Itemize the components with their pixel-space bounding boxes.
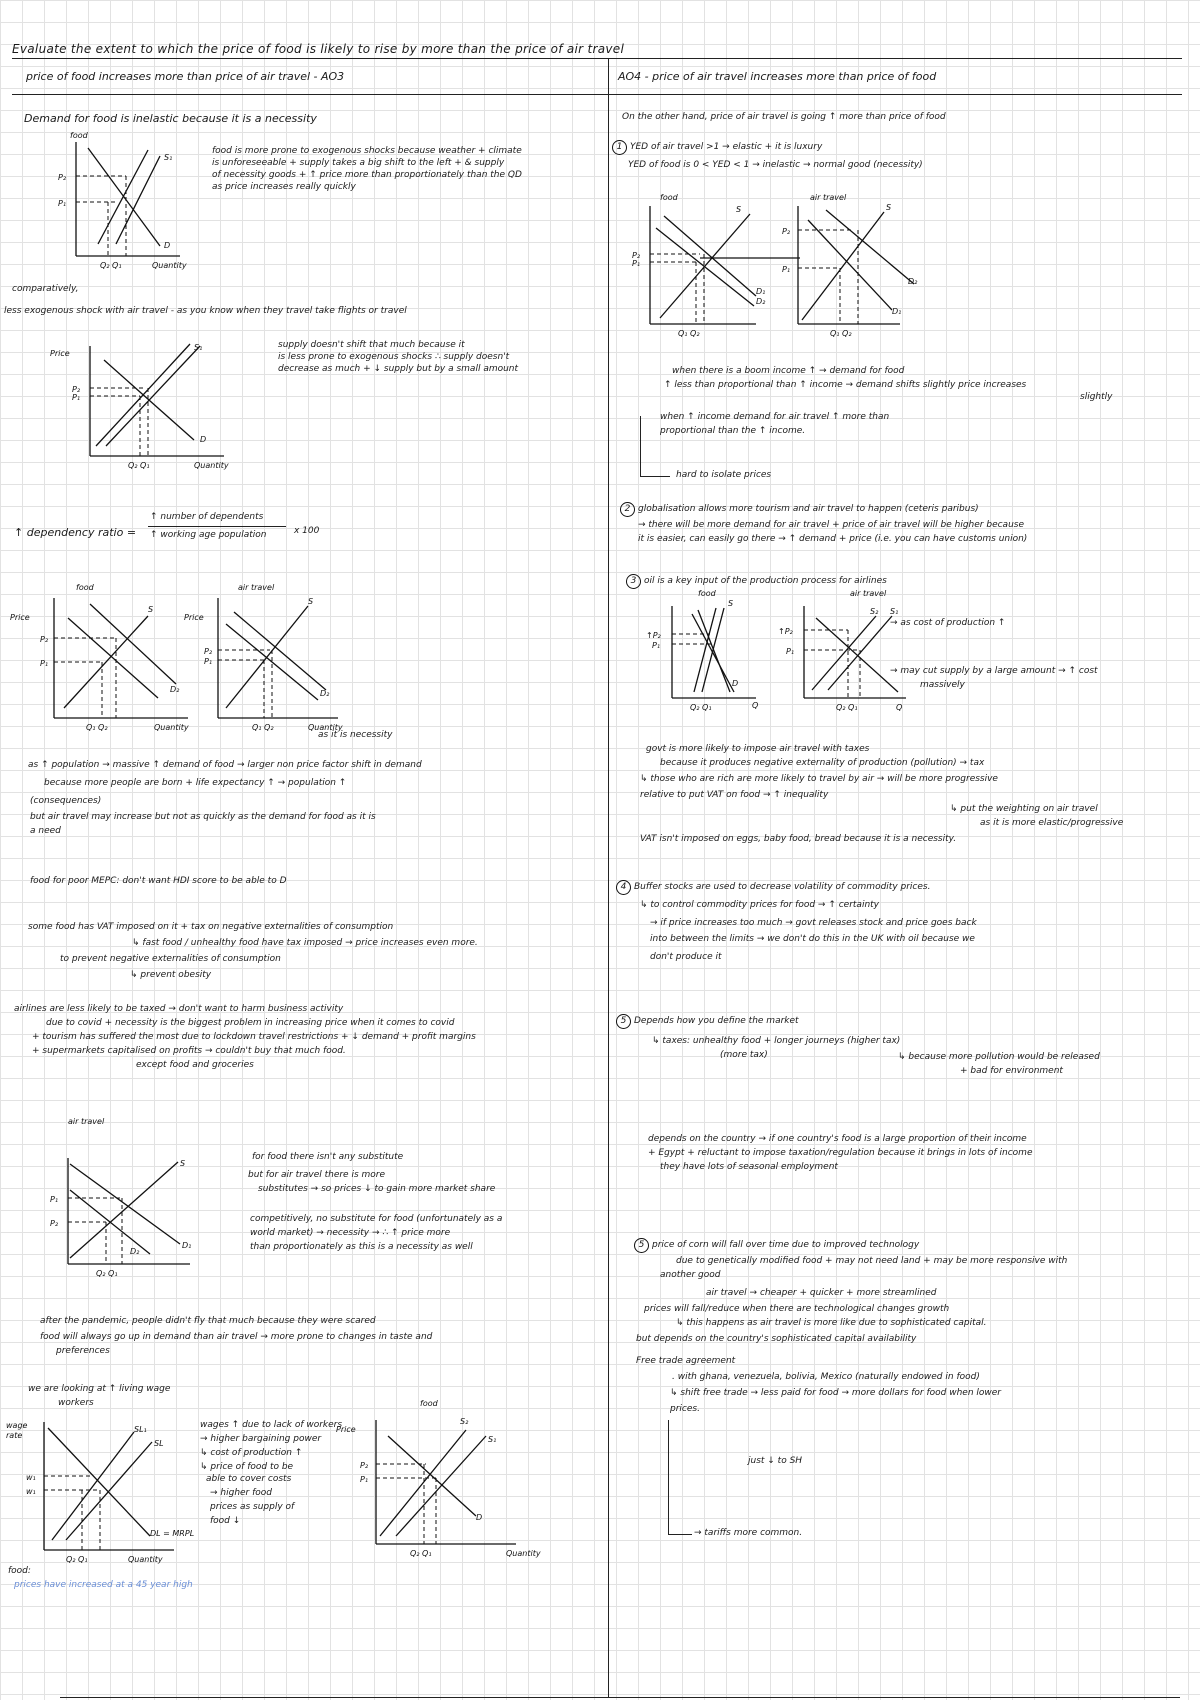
population-line-2: (consequences)	[30, 796, 102, 806]
question-title: Evaluate the extent to which the price of food is likely to rise by more than the price of air travel	[12, 42, 625, 56]
airline-line-4: except food and groceries	[136, 1060, 254, 1070]
buffer-line-1: → if price increases too much → govt releases stock and price goes back	[650, 918, 977, 928]
oil-supply-graph	[636, 588, 916, 728]
as-it-necessity-note: as it is necessity	[318, 730, 393, 740]
fta-title: Free trade agreement	[636, 1356, 736, 1366]
g1-note-3: as price increases really quickly	[212, 182, 356, 192]
svg-text:Quantity: Quantity	[128, 1555, 163, 1564]
point-3-marker: 3	[626, 574, 641, 589]
p5-line-1: ↳ taxes: unhealthy food + longer journeys (higher tax)	[652, 1036, 901, 1046]
g5-note-6: prices as supply of	[210, 1502, 295, 1512]
svg-text:Q₂ Q₁: Q₂ Q₁	[96, 1269, 118, 1278]
svg-text:S₁: S₁	[488, 1435, 497, 1444]
boom-line-2: slightly	[1080, 392, 1113, 402]
svg-text:Q₁ Q₂: Q₁ Q₂	[86, 723, 108, 732]
oil-text: oil is a key input of the production process for airlines	[644, 576, 887, 586]
svg-text:P₂: P₂	[50, 1219, 59, 1228]
g4-label-text: air travel	[68, 1117, 105, 1126]
airline-line-0: airlines are less likely to be taxed → don't want to harm business activity	[14, 1004, 344, 1014]
svg-text:Q₁ Q₂: Q₁ Q₂	[252, 723, 274, 732]
boom-line-0: when there is a boom income ↑ → demand for food	[672, 366, 905, 376]
left-heading: price of food increases more than price of air travel - AO3	[26, 70, 345, 83]
tech-line-5: ↳ this happens as air travel is more like due to sophisticated capital.	[676, 1318, 987, 1328]
demand-shift-pair-graph	[8, 580, 348, 740]
gb-food-text: food	[698, 589, 716, 598]
population-line-3: but air travel may increase but not as quickly as the demand for food as it is	[30, 812, 376, 822]
buffer-line-3: don't produce it	[650, 952, 722, 962]
min-wage-sub: workers	[58, 1398, 94, 1408]
svg-text:S₁: S₁	[194, 343, 203, 352]
svg-text:P₂: P₂	[72, 385, 81, 394]
svg-text:Q₂ Q₁: Q₂ Q₁	[836, 703, 858, 712]
population-line-1: because more people are born + life expectancy ↑ → population ↑	[44, 778, 347, 788]
other-hand-line: On the other hand, price of air travel is going ↑ more than price of food	[622, 112, 946, 122]
svg-text:S: S	[148, 605, 154, 614]
tech-line-1: due to genetically modified food + may not need land + may be more responsive with	[676, 1256, 1068, 1266]
svg-text:P₁: P₁	[632, 259, 641, 268]
g4-note-4: world market) → necessity → ∴ ↑ price more	[250, 1228, 451, 1238]
glob-0-text: globalisation allows more tourism and air travel to happen (ceteris paribus)	[638, 504, 979, 514]
boom-line-1: ↑ less than proportional than ↑ income → demand shifts slightly price increases	[664, 380, 1027, 390]
air-travel-demand-graph	[40, 1114, 210, 1278]
svg-text:wage: wage	[6, 1421, 28, 1430]
svg-text:SL₁: SL₁	[134, 1425, 147, 1434]
p5-line-3: + bad for environment	[960, 1066, 1063, 1076]
svg-text:D: D	[732, 679, 739, 688]
g1-label-text: food	[70, 131, 88, 140]
svg-text:D₂: D₂	[170, 685, 180, 694]
svg-text:P₁: P₁	[782, 265, 791, 274]
svg-text:D₂: D₂	[320, 689, 330, 698]
g4-note-5: than proportionately as this is a necessity as well	[250, 1242, 473, 1252]
svg-text:P₁: P₁	[72, 393, 81, 402]
glob-line-0	[620, 502, 979, 517]
g5-note-7: food ↓	[210, 1516, 241, 1526]
svg-text:D₂: D₂	[130, 1247, 140, 1256]
tech-line-3: air travel → cheaper + quicker + more streamlined	[706, 1288, 937, 1298]
p5-line-2: ↳ because more pollution would be released	[898, 1052, 1100, 1062]
oil-line	[626, 574, 887, 589]
pandemic-line-2: preferences	[56, 1346, 110, 1356]
point-1-marker: 1	[612, 140, 627, 155]
govt-line-1: because it produces negative externality of production (pollution) → tax	[660, 758, 985, 768]
gb-note-1: → may cut supply by a large amount → ↑ cost	[890, 666, 1098, 676]
just-shift-note: just ↓ to SH	[748, 1456, 803, 1466]
dependency-numerator: ↑ number of dependents	[150, 512, 264, 522]
svg-text:w₁: w₁	[26, 1473, 36, 1482]
yed-1-text: YED of air travel >1 → elastic + it is luxury	[630, 142, 823, 152]
svg-text:Quantity: Quantity	[152, 261, 187, 270]
food-supply-graph	[336, 1396, 556, 1556]
point-2-marker: 2	[620, 502, 635, 517]
airline-line-3: + supermarkets capitalised on profits → couldn't buy that much food.	[32, 1046, 346, 1056]
boom-line-3: when ↑ income demand for air travel ↑ more than	[660, 412, 890, 422]
dependency-multiplier: x 100	[294, 526, 320, 536]
svg-text:S: S	[308, 597, 314, 606]
govt-line-2: ↳ those who are rich are more likely to travel by air → will be more progressive	[640, 774, 998, 784]
population-line-0: as ↑ population → massive ↑ demand of food → larger non price factor shift in demand	[28, 760, 422, 770]
svg-text:P₂: P₂	[204, 647, 213, 656]
svg-text:Quantity: Quantity	[194, 461, 229, 470]
g5-note-3: ↳ price of food to be	[200, 1462, 294, 1472]
svg-text:Q₂ Q₁: Q₂ Q₁	[100, 261, 122, 270]
svg-text:w₁: w₁	[26, 1487, 36, 1496]
p5-line-1b: (more tax)	[720, 1050, 768, 1060]
svg-text:D₁: D₁	[756, 287, 766, 296]
dependency-denominator: ↑ working age population	[150, 530, 267, 540]
buffer-line-2: into between the limits → we don't do this in the UK with oil because we	[650, 934, 975, 944]
tech-0-text: price of corn will fall over time due to improved technology	[652, 1240, 920, 1250]
svg-text:D₂: D₂	[908, 277, 918, 286]
svg-text:P₁: P₁	[360, 1475, 369, 1484]
svg-text:P₂: P₂	[632, 251, 641, 260]
svg-text:Q₂ Q₁: Q₂ Q₁	[66, 1555, 88, 1564]
g5-note-0: wages ↑ due to lack of workers	[200, 1420, 343, 1430]
svg-text:↑P₂: ↑P₂	[646, 631, 661, 640]
vat-line-1: ↳ fast food / unhealthy food have tax imposed → price increases even more.	[132, 938, 478, 948]
tariff-bracket	[668, 1420, 669, 1534]
vat-line-3: ↳ prevent obesity	[130, 970, 212, 980]
column-divider	[608, 58, 609, 1698]
svg-text:Price: Price	[336, 1425, 356, 1434]
svg-text:Q₁ Q₂: Q₁ Q₂	[678, 329, 700, 338]
svg-text:Quantity: Quantity	[506, 1549, 541, 1558]
svg-text:D₁: D₁	[182, 1241, 192, 1250]
svg-text:D₂: D₂	[756, 297, 766, 306]
svg-text:Price: Price	[184, 613, 204, 622]
air-travel-supply-graph	[44, 336, 244, 476]
svg-text:P₁: P₁	[204, 657, 213, 666]
svg-text:rate: rate	[6, 1431, 23, 1440]
svg-text:D: D	[476, 1513, 483, 1522]
svg-text:Price: Price	[50, 349, 70, 358]
svg-text:Q: Q	[752, 701, 759, 710]
svg-text:↑P₂: ↑P₂	[778, 627, 793, 636]
airline-line-2: + tourism has suffered the most due to lockdown travel restrictions + ↓ demand + profit margins	[32, 1032, 476, 1042]
fta-line-2: prices.	[670, 1404, 700, 1414]
g1-note-0: food is more prone to exogenous shocks because weather + climate	[212, 146, 522, 156]
govt-line-3: relative to put VAT on food → ↑ inequality	[640, 790, 829, 800]
govt-line-4: ↳ put the weighting on air travel	[950, 804, 1098, 814]
population-line-4: a need	[30, 826, 61, 836]
g4-note-2: substitutes → so prices ↓ to gain more market share	[258, 1184, 496, 1194]
income-demand-graph	[630, 188, 920, 348]
svg-text:Quantity: Quantity	[308, 723, 343, 732]
less-exogenous-text: less exogenous shock with air travel - as you know when they travel take flights or travel	[4, 306, 407, 316]
svg-text:S: S	[728, 599, 734, 608]
yed-line-2: YED of food is 0 < YED < 1 → inelastic → normal good (necessity)	[628, 160, 923, 170]
pandemic-line-0: after the pandemic, people didn't fly that much because they were scared	[40, 1316, 376, 1326]
min-wage-title: we are looking at ↑ living wage	[28, 1384, 171, 1394]
svg-text:P₁: P₁	[652, 641, 661, 650]
tariff-arrow	[668, 1534, 692, 1535]
tech-line-0	[634, 1238, 919, 1253]
gb-air-text: air travel	[850, 589, 887, 598]
svg-text:P₂: P₂	[360, 1461, 369, 1470]
tech-line-6: but depends on the country's sophisticated capital availability	[636, 1334, 917, 1344]
g4-note-0: for food there isn't any substitute	[252, 1152, 404, 1162]
yed-line-1	[612, 140, 822, 155]
svg-text:P₁: P₁	[50, 1195, 59, 1204]
svg-text:Q₂ Q₁: Q₂ Q₁	[410, 1549, 432, 1558]
svg-text:Q₂ Q₁: Q₂ Q₁	[690, 703, 712, 712]
g1-note-2: of necessity goods + ↑ price more than proportionately than the QD	[212, 170, 522, 180]
bottom-food-label: food:	[8, 1566, 31, 1576]
svg-text:P₁: P₁	[58, 199, 67, 208]
svg-text:Quantity: Quantity	[154, 723, 189, 732]
left-p1-title: Demand for food is inelastic because it is a necessity	[24, 112, 317, 125]
svg-text:D: D	[164, 241, 171, 250]
svg-text:S₁: S₁	[164, 153, 173, 162]
boom-line-4: proportional than the ↑ income.	[660, 426, 806, 436]
point-5-marker: 5	[634, 1238, 649, 1253]
svg-text:S₁: S₁	[890, 607, 899, 616]
g2-note-0: supply doesn't shift that much because it	[278, 340, 465, 350]
bottom-blue-note: prices have increased at a 45 year high	[14, 1580, 193, 1590]
svg-text:SL: SL	[154, 1439, 164, 1448]
buffer-line-0: ↳ to control commodity prices for food → ↑ certainty	[640, 900, 880, 910]
fta-line-1: ↳ shift free trade → less paid for food → more dollars for food when lower	[670, 1388, 1002, 1398]
bracket-arrow	[640, 476, 670, 477]
g3-food-text: food	[76, 583, 94, 592]
airline-line-1: due to covid + necessity is the biggest problem in increasing price when it comes to covid	[46, 1018, 455, 1028]
svg-text:P₂: P₂	[40, 635, 49, 644]
g4-note-3: competitively, no substitute for food (unfortunately as a	[250, 1214, 503, 1224]
g1-note-1: is unforeseeable + supply takes a big shift to the left + & supply	[212, 158, 505, 168]
right-heading: AO4 - price of air travel increases more than price of food	[618, 70, 937, 83]
svg-text:P₂: P₂	[58, 173, 67, 182]
ga-food-text: food	[660, 193, 678, 202]
country-line-0: depends on the country → if one country's food is a large proportion of their income	[648, 1134, 1027, 1144]
g6-label-text: food	[420, 1399, 438, 1408]
glob-line-1: → there will be more demand for air travel + price of air travel will be higher because	[638, 520, 1025, 530]
footer-rule	[60, 1697, 1180, 1698]
svg-text:Q₁ Q₂: Q₁ Q₂	[830, 329, 852, 338]
g2-note-2: decrease as much + ↓ supply but by a small amount	[278, 364, 519, 374]
p5-title-text: Depends how you define the market	[634, 1016, 799, 1026]
govt-line-5: as it is more elastic/progressive	[980, 818, 1124, 828]
food-supply-shift-graph	[40, 128, 210, 278]
vat-line-2: to prevent negative externalities of consumption	[60, 954, 281, 964]
comparatively-text: comparatively,	[12, 284, 79, 294]
pandemic-line-1: food will always go up in demand than air travel → more prone to changes in taste and	[40, 1332, 433, 1342]
g5-note-5: → higher food	[210, 1488, 273, 1498]
govt-line-6: VAT isn't imposed on eggs, baby food, bread because it is a necessity.	[640, 834, 957, 844]
svg-text:P₁: P₁	[786, 647, 795, 656]
govt-line-0: govt is more likely to impose air travel with taxes	[646, 744, 870, 754]
bracket-line	[640, 416, 641, 476]
svg-text:S₂: S₂	[460, 1417, 469, 1426]
svg-text:DL = MRPL: DL = MRPL	[150, 1529, 195, 1538]
tech-line-4: prices will fall/reduce when there are technological changes growth	[644, 1304, 950, 1314]
p5-title: 5 Depends how you define the market	[616, 1014, 799, 1029]
labour-market-graph	[4, 1408, 204, 1568]
svg-text:S₂: S₂	[870, 607, 879, 616]
svg-text:D: D	[200, 435, 207, 444]
svg-text:S: S	[886, 203, 892, 212]
svg-text:Price: Price	[10, 613, 30, 622]
fraction-bar	[148, 526, 286, 527]
country-line-2: they have lots of seasonal employment	[660, 1162, 838, 1172]
fta-line-0: . with ghana, venezuela, bolivia, Mexico (naturally endowed in food)	[672, 1372, 980, 1382]
svg-text:D₁: D₁	[892, 307, 902, 316]
gb-note-0: → as cost of production ↑	[890, 618, 1006, 628]
buffer-title-text: Buffer stocks are used to decrease volatility of commodity prices.	[634, 882, 931, 892]
svg-text:Q: Q	[896, 703, 903, 712]
g5-note-1: → higher bargaining power	[200, 1434, 322, 1444]
country-line-1: + Egypt + reluctant to impose taxation/regulation because it brings in lots of income	[648, 1148, 1033, 1158]
gb-note-2: massively	[920, 680, 965, 690]
g5-note-2: ↳ cost of production ↑	[200, 1448, 303, 1458]
dependency-ratio-label: ↑ dependency ratio =	[14, 526, 137, 539]
tariffs-note: → tariffs more common.	[694, 1528, 803, 1538]
mepc-note: food for poor MEPC: don't want HDI score to be able to D	[30, 876, 287, 886]
svg-text:S: S	[736, 205, 742, 214]
g2-note-1: is less prone to exogenous shocks ∴ supply doesn't	[278, 352, 510, 362]
svg-text:Q₂ Q₁: Q₂ Q₁	[128, 461, 150, 470]
ga-air-text: air travel	[810, 193, 847, 202]
g3-air-text: air travel	[238, 583, 275, 592]
vat-line-0: some food has VAT imposed on it + tax on negative externalities of consumption	[28, 922, 394, 932]
buffer-title: 4 Buffer stocks are used to decrease volatility of commodity prices.	[616, 880, 930, 895]
svg-text:S: S	[180, 1159, 186, 1168]
svg-text:P₂: P₂	[782, 227, 791, 236]
header-rule	[12, 58, 1182, 59]
glob-line-2: it is easier, can easily go there → ↑ demand + price (i.e. you can have customs union)	[638, 534, 1028, 544]
boom-line-5: hard to isolate prices	[676, 470, 772, 480]
svg-text:P₁: P₁	[40, 659, 49, 668]
g4-note-1: but for air travel there is more	[248, 1170, 386, 1180]
heading-rule	[12, 94, 1182, 95]
tech-line-2: another good	[660, 1270, 721, 1280]
g5-note-4: able to cover costs	[206, 1474, 292, 1484]
